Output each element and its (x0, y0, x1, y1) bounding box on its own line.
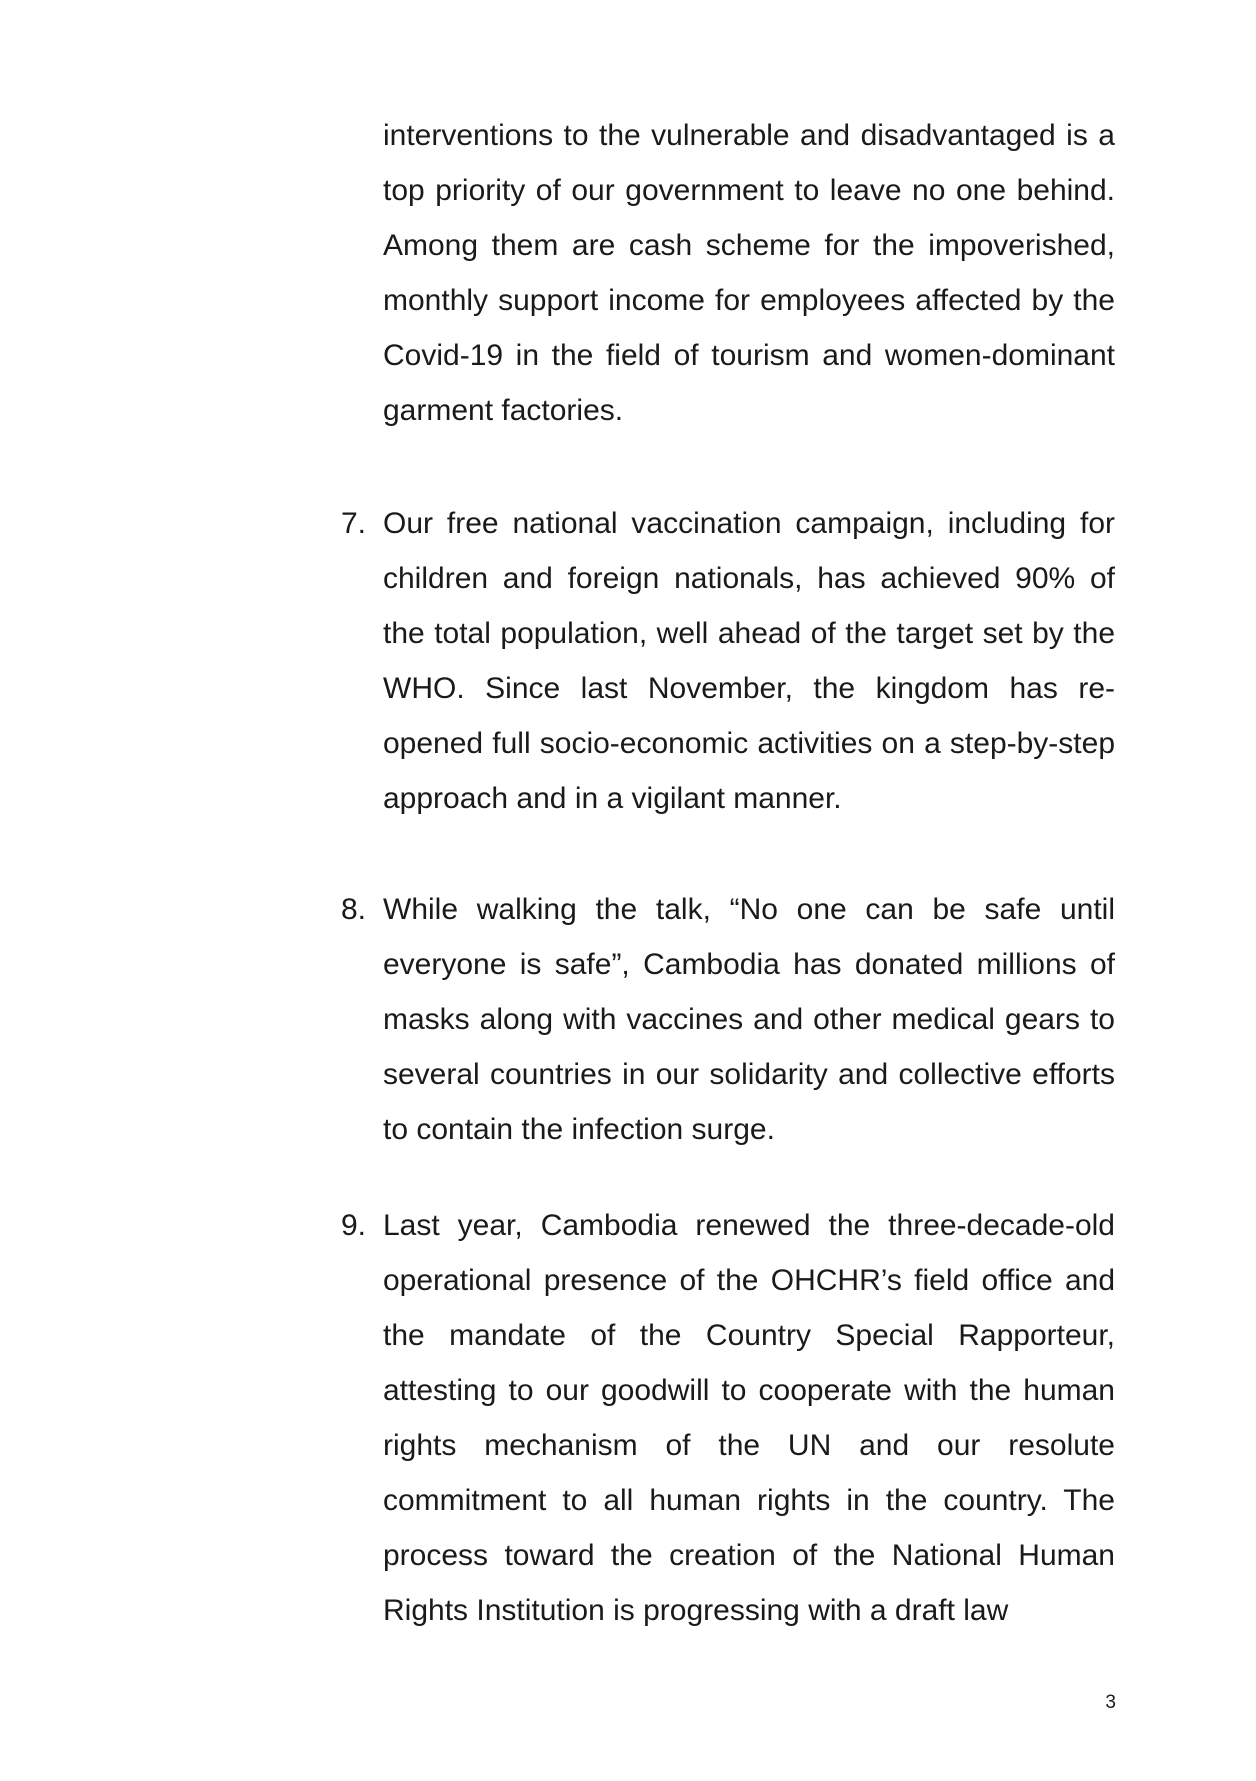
page-number: 3 (1105, 1692, 1116, 1713)
item-text: While walking the talk, “No one can be safe until everyone is safe”, Cambodia has donated millions of masks along with vaccines and other medical gears to several countries in our solidarity and collective efforts to contain the infection surge. (383, 893, 1115, 1146)
item-number: 7. (341, 507, 367, 540)
item-text: Our free national vaccination campaign, including for children and foreign nationals, has achieved 90% of the total population, well ahead of the target set by the WHO. Since last November, the kingdom has re-opened full socio-economic activities on a step-by-step approach and in a vigilant manner. (383, 507, 1115, 815)
intro-paragraph: interventions to the vulnerable and disadvantaged is a top priority of our government to leave no one behind. Among them are cash scheme for the impoverished, monthly support income for employees affected by the Covid-19 in the field of tourism and women-dominant garment factories. (383, 119, 1115, 427)
item-number: 9. (341, 1209, 367, 1242)
item-number: 8. (341, 893, 367, 926)
item-text: Last year, Cambodia renewed the three-decade-old operational presence of the OHCHR’s field office and the mandate of the Country Special Rapporteur, attesting to our goodwill to cooperate with the human rights mechanism of the UN and our resolute commitment to all human rights in the country. The process toward the creation of the National Human Rights Institution is progressing with a draft law (383, 1209, 1115, 1627)
